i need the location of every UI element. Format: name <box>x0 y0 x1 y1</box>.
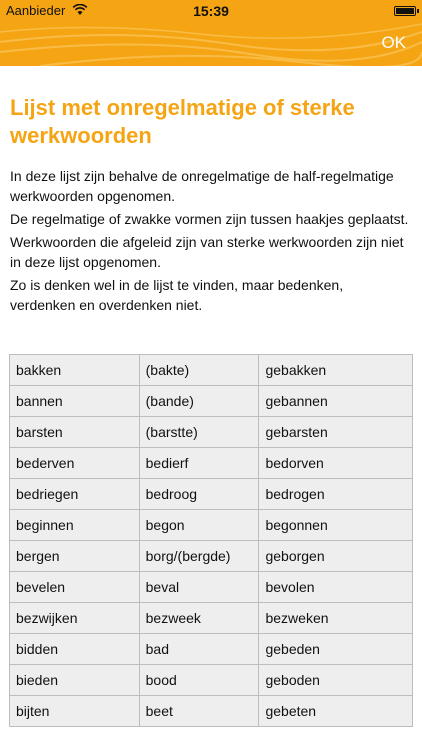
main-content <box>0 66 422 750</box>
past-tense-cell: (bakte) <box>139 355 259 386</box>
infinitive-cell: beginnen <box>10 510 140 541</box>
page-title: Lijst met onregelmatige of sterke werkwoorden <box>10 95 355 148</box>
past-tense-cell: bezweek <box>139 603 259 634</box>
past-participle-cell: gebannen <box>259 386 413 417</box>
infinitive-cell: bieden <box>10 665 140 696</box>
ok-button[interactable]: OK <box>381 33 406 52</box>
past-tense-cell: (barstte) <box>139 417 259 448</box>
past-tense-cell: bad <box>139 634 259 665</box>
past-participle-cell: bevolen <box>259 572 413 603</box>
past-tense-cell: bedroog <box>139 479 259 510</box>
past-participle-cell: gebeden <box>259 634 413 665</box>
past-participle-cell: bedorven <box>259 448 413 479</box>
table-row <box>10 386 413 417</box>
past-tense-cell: borg/(bergde) <box>139 541 259 572</box>
past-tense-cell: bedierf <box>139 448 259 479</box>
table-row <box>10 541 413 572</box>
past-tense-cell: bood <box>139 665 259 696</box>
past-participle-cell: geboden <box>259 665 413 696</box>
past-participle-cell: bezweken <box>259 603 413 634</box>
past-tense-cell: beet <box>139 696 259 727</box>
infinitive-cell: bezwijken <box>10 603 140 634</box>
infinitive-cell: bevelen <box>10 572 140 603</box>
past-participle-cell: gebeten <box>259 696 413 727</box>
table-row <box>10 510 413 541</box>
table-row <box>10 479 413 510</box>
infinitive-cell: bidden <box>10 634 140 665</box>
table-row <box>10 603 413 634</box>
infinitive-cell: bijten <box>10 696 140 727</box>
past-tense-cell: (bande) <box>139 386 259 417</box>
status-bar <box>0 0 422 22</box>
intro-paragraph: Werkwoorden die afgeleid zijn van sterke werkwoorden zijn niet in deze lijst opgenomen. <box>10 234 404 270</box>
infinitive-cell: bannen <box>10 386 140 417</box>
past-tense-cell: begon <box>139 510 259 541</box>
past-participle-cell: gebakken <box>259 355 413 386</box>
past-participle-cell: gebarsten <box>259 417 413 448</box>
infinitive-cell: bedriegen <box>10 479 140 510</box>
table-row <box>10 355 413 386</box>
past-participle-cell: geborgen <box>259 541 413 572</box>
intro-paragraph: De regelmatige of zwakke vormen zijn tussen haakjes geplaatst. <box>10 211 409 227</box>
past-participle-cell: bedrogen <box>259 479 413 510</box>
table-row <box>10 572 413 603</box>
past-participle-cell: begonnen <box>259 510 413 541</box>
carrier-label: Aanbieder <box>6 3 66 18</box>
table-row <box>10 634 413 665</box>
verb-table <box>9 354 413 727</box>
past-tense-cell: beval <box>139 572 259 603</box>
battery-icon <box>394 6 416 16</box>
table-row <box>10 696 413 727</box>
table-row <box>10 417 413 448</box>
navigation-bar <box>0 22 422 66</box>
table-row <box>10 665 413 696</box>
decorative-wave-background <box>0 22 422 66</box>
infinitive-cell: bergen <box>10 541 140 572</box>
intro-paragraph: Zo is denken wel in de lijst te vinden, maar bedenken, verdenken en overdenken niet. <box>10 277 344 313</box>
status-time: 15:39 <box>193 3 229 19</box>
infinitive-cell: bederven <box>10 448 140 479</box>
infinitive-cell: barsten <box>10 417 140 448</box>
intro-text <box>10 166 412 318</box>
table-row <box>10 448 413 479</box>
infinitive-cell: bakken <box>10 355 140 386</box>
intro-paragraph: In deze lijst zijn behalve de onregelmatige de half-regelmatige werkwoorden opgenomen. <box>10 168 394 204</box>
